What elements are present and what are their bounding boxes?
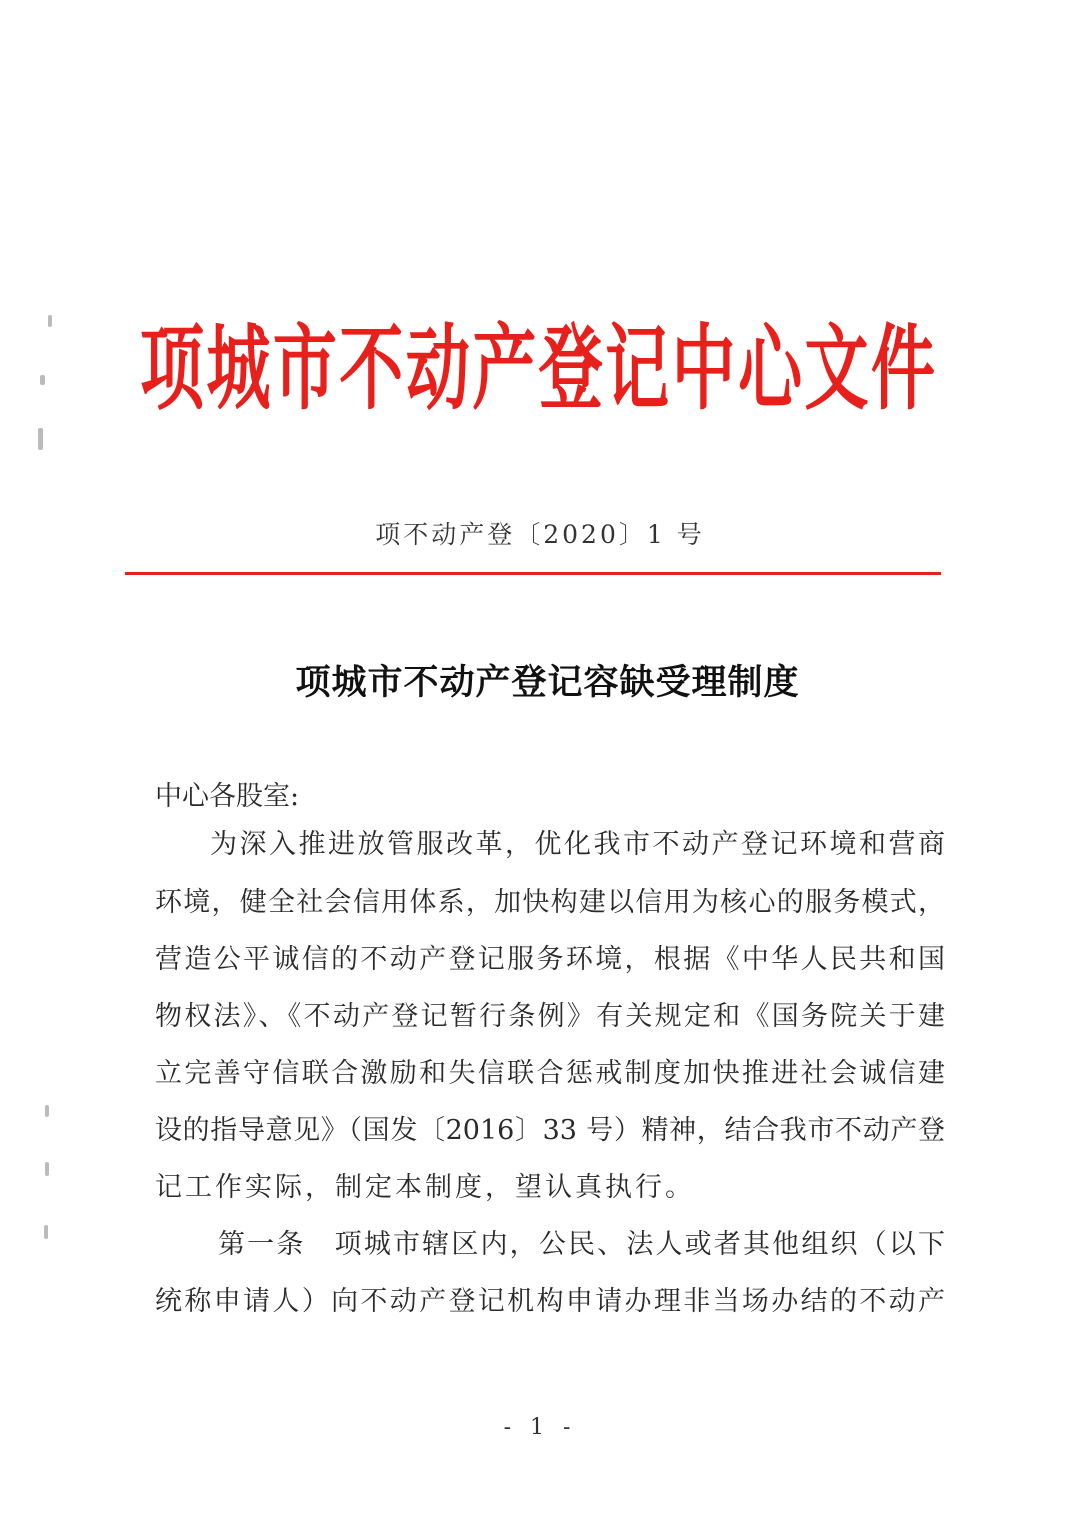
body-line: 立完善守信联合激励和失信联合惩戒制度加快推进社会诚信建 <box>155 1058 945 1089</box>
red-divider <box>125 572 941 575</box>
body-line: 环境，健全社会信用体系，加快构建以信用为核心的服务模式， <box>155 887 945 918</box>
document-number: 项不动产登〔2020〕1 号 <box>375 520 705 549</box>
page-number: - 1 - <box>503 1415 577 1440</box>
body-line: 统称申请人）向不动产登记机构申请办理非当场办结的不动产 <box>155 1286 945 1317</box>
body-line: 为深入推进放管服改革，优化我市不动产登记环境和营商 <box>210 829 945 860</box>
body-line: 物权法》、《不动产登记暂行条例》有关规定和《国务院关于建 <box>155 1001 945 1032</box>
scan-speck <box>45 1105 49 1117</box>
scan-speck <box>48 315 52 327</box>
body-line: 记工作实际，制定本制度，望认真执行。 <box>155 1172 695 1203</box>
document-title: 项城市不动产登记容缺受理制度 <box>295 662 800 703</box>
document-header-title: 项城市不动产登记中心文件 <box>140 314 935 424</box>
salutation: 中心各股室: <box>155 781 300 812</box>
body-line: 设的指导意见》（国发〔2016〕33 号）精神，结合我市不动产登 <box>155 1115 945 1146</box>
body-line: 第一条 项城市辖区内，公民、法人或者其他组织（以下 <box>218 1229 945 1260</box>
scan-speck <box>44 1225 48 1239</box>
body-line: 营造公平诚信的不动产登记服务环境，根据《中华人民共和国 <box>155 944 945 975</box>
scan-speck <box>40 375 45 385</box>
scan-speck <box>38 428 43 450</box>
scan-speck <box>45 1162 49 1176</box>
